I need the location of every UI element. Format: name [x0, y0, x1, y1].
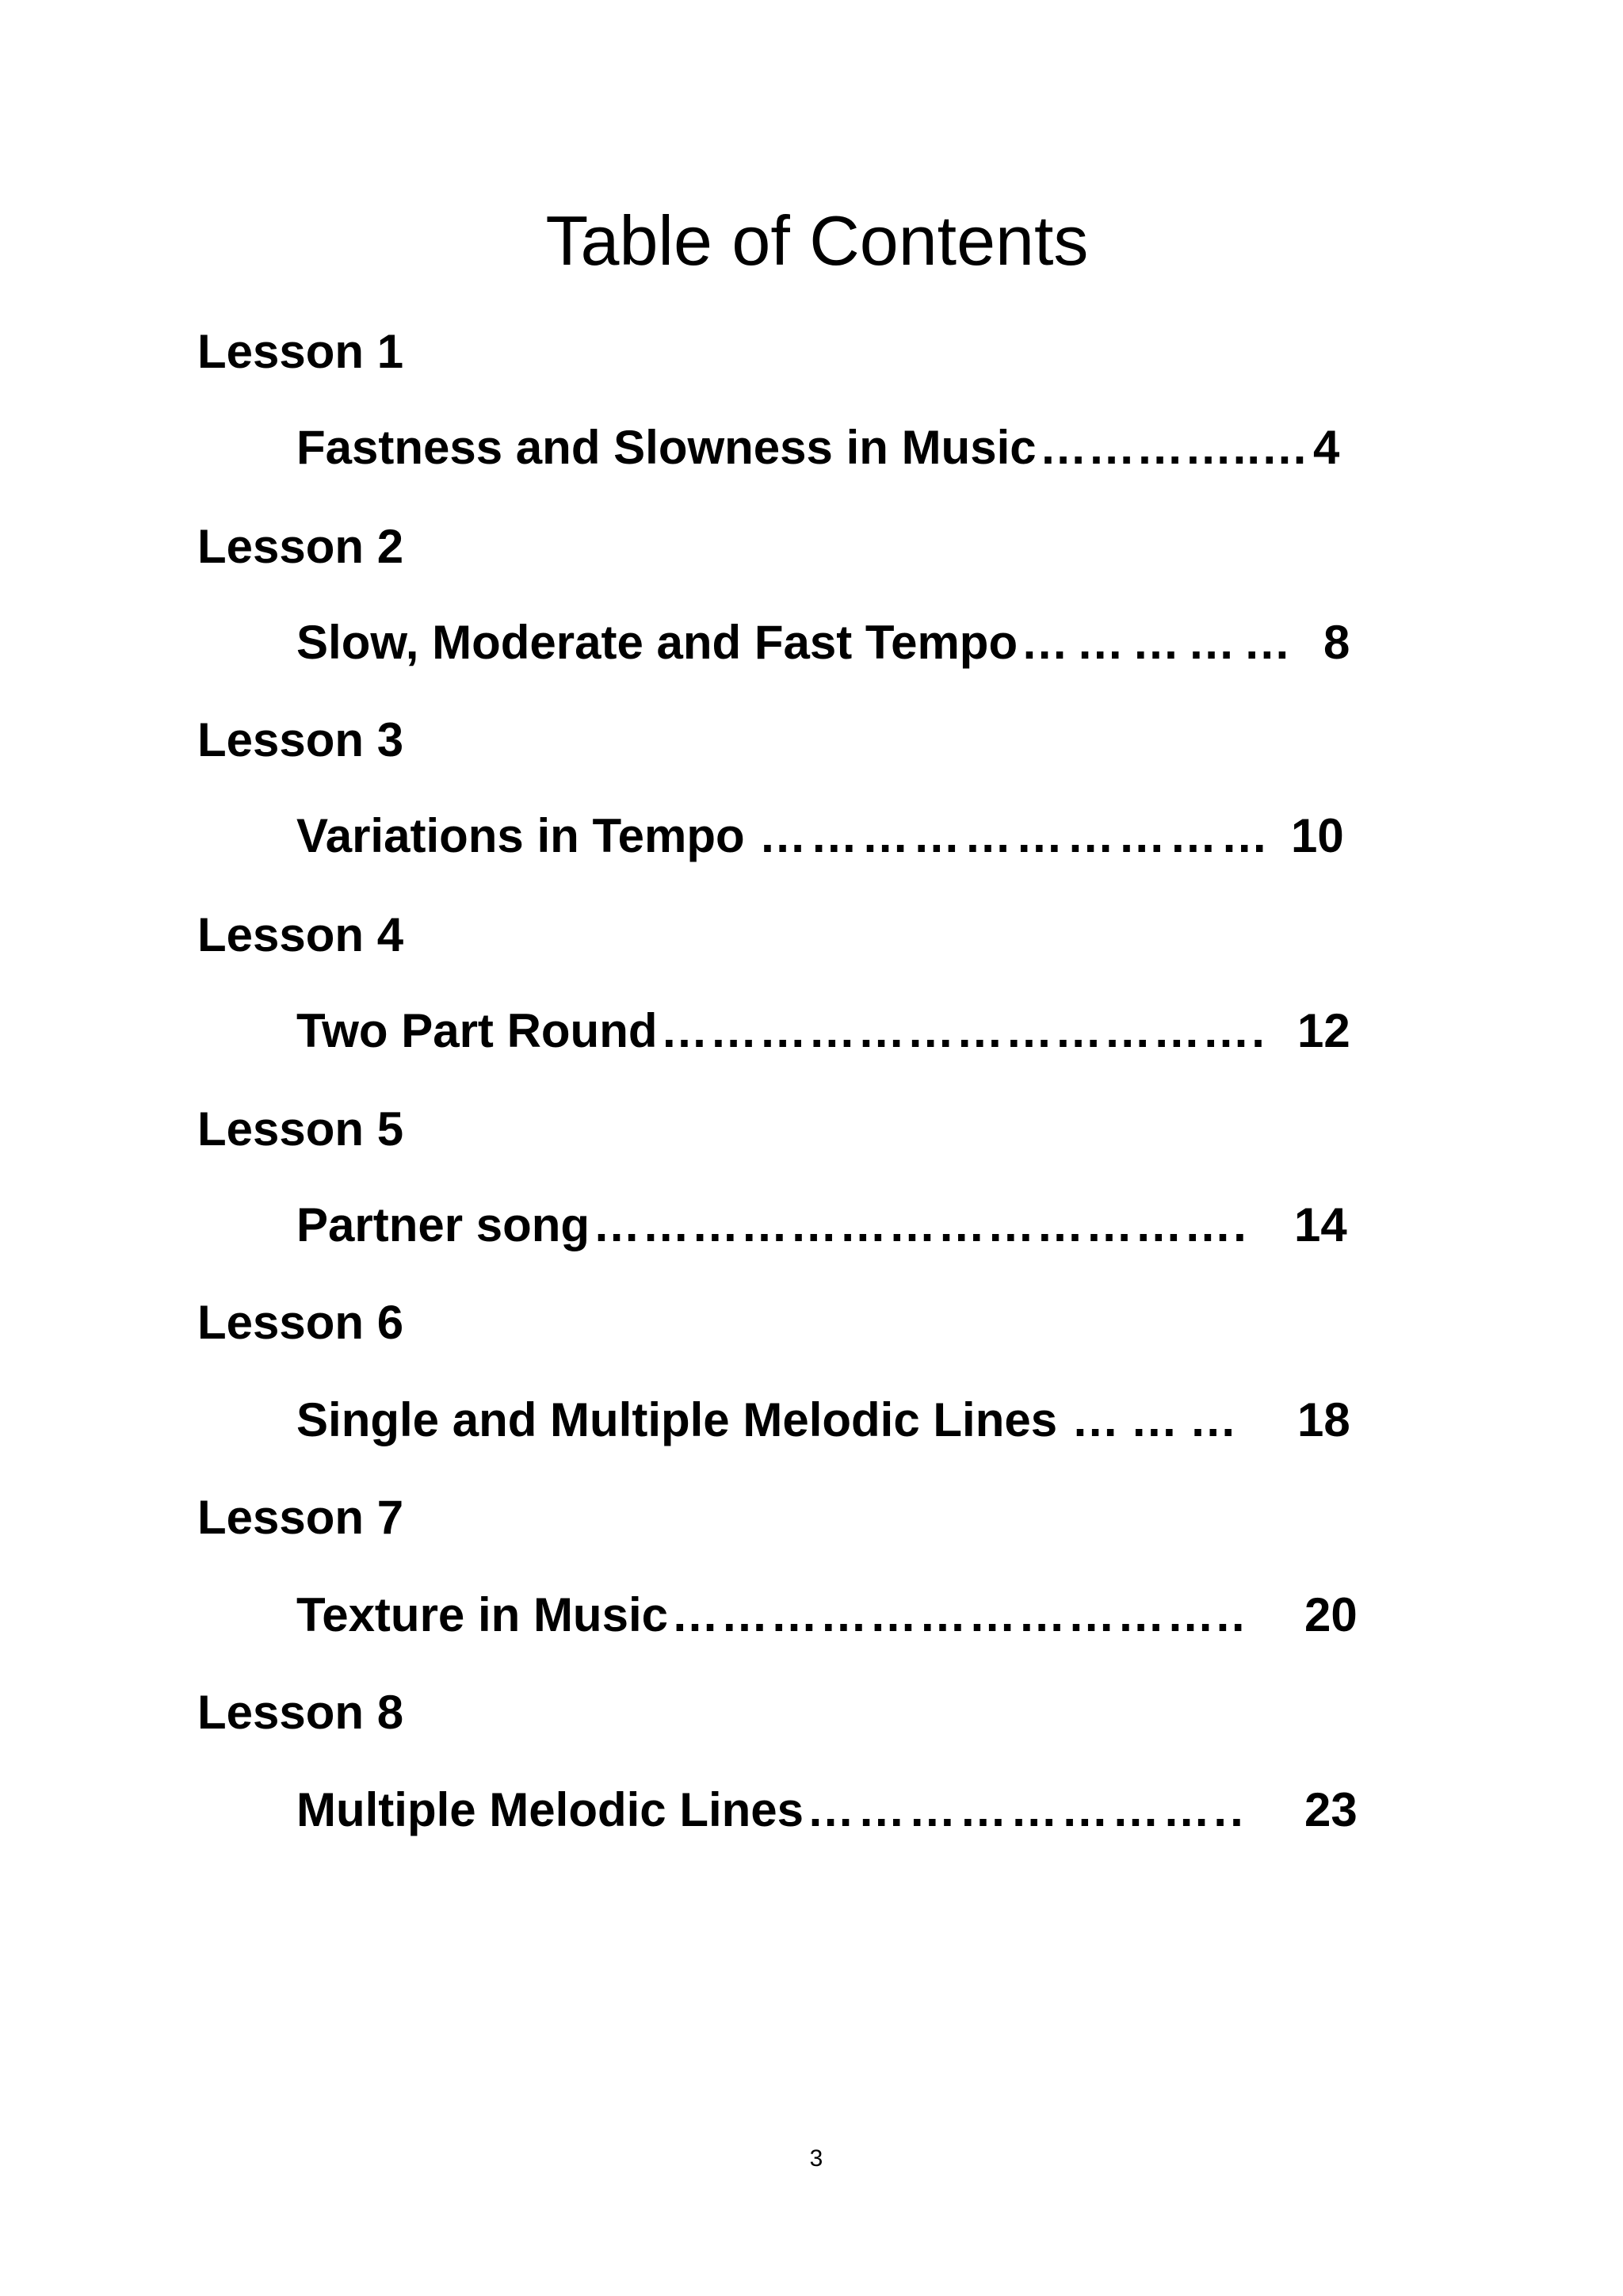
toc-entry: [296, 1588, 1358, 1641]
toc-entry: [296, 1783, 1358, 1836]
entry-page-number: 12: [1297, 1004, 1350, 1057]
page-title: Table of Contents: [545, 201, 1089, 280]
toc-entry: [296, 421, 1340, 474]
toc-entry: [296, 1393, 1350, 1446]
dot-leader-text: ……………………………..: [670, 1591, 1247, 1639]
lesson-heading: Lesson 6: [197, 1296, 404, 1349]
entry-title: Texture in Music: [296, 1588, 668, 1641]
dot-leader: [671, 1591, 1247, 1639]
dot-leader-text: ……………………………….: [660, 1007, 1266, 1055]
dot-leader-text: …………………………: [758, 812, 1272, 860]
dot-leader: [661, 1007, 1266, 1055]
lesson-heading: Lesson 1: [197, 325, 404, 378]
toc-entry: [296, 809, 1344, 862]
entry-title: Fastness and Slowness in Music: [296, 421, 1037, 474]
entry-page-number: 23: [1304, 1783, 1358, 1836]
dot-leader: [1021, 619, 1299, 667]
dot-leader: [807, 1786, 1247, 1834]
page-number: 3: [809, 2145, 823, 2172]
entry-page-number: 8: [1323, 616, 1350, 669]
lesson-heading: Lesson 4: [197, 908, 404, 961]
lesson-heading: Lesson 5: [197, 1102, 404, 1156]
dot-leader: [759, 812, 1272, 860]
entry-page-number: 10: [1291, 809, 1344, 862]
entry-title: Slow, Moderate and Fast Tempo: [296, 616, 1018, 669]
dot-leader-text: ………………………………….: [593, 1201, 1248, 1249]
lesson-heading: Lesson 2: [197, 520, 404, 573]
dot-leader-text: ……………: [1021, 619, 1299, 667]
entry-page-number: 14: [1294, 1198, 1347, 1251]
entry-title: Multiple Melodic Lines: [296, 1783, 804, 1836]
entry-page-number: 18: [1297, 1393, 1350, 1446]
lesson-heading: Lesson 3: [197, 713, 404, 766]
dot-leader: [1071, 1396, 1248, 1444]
entry-title: Variations in Tempo: [296, 809, 745, 862]
toc-entry: [296, 1004, 1350, 1057]
lesson-heading: Lesson 7: [197, 1491, 404, 1544]
entry-title: Single and Multiple Melodic Lines: [296, 1393, 1058, 1446]
entry-page-number: 20: [1304, 1588, 1358, 1641]
toc-entry: [296, 616, 1350, 669]
entry-title: Two Part Round: [296, 1004, 658, 1057]
toc-entry: [296, 1198, 1347, 1251]
dot-leader: [593, 1201, 1248, 1249]
lesson-heading: Lesson 8: [197, 1686, 404, 1739]
entry-title: Partner song: [296, 1198, 590, 1251]
dot-leader: [1040, 424, 1309, 472]
dot-leader-text: ………: [1071, 1396, 1248, 1444]
entry-page-number: 4: [1313, 421, 1340, 474]
dot-leader-text: …………..…: [1039, 424, 1309, 472]
dot-leader-text: ……………………..: [807, 1786, 1247, 1834]
